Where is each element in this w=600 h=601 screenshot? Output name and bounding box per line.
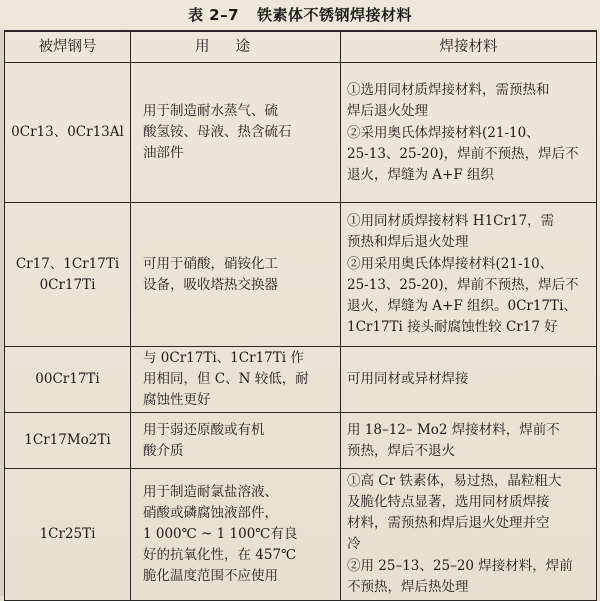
material-line: ①高 Cr 铁素体，易过热，晶粒粗大: [347, 473, 562, 489]
use-line: 油部件: [143, 145, 184, 161]
material-paragraph: [347, 556, 592, 598]
material-paragraph: [347, 254, 592, 338]
material-line: 退火，焊缝为 A+F 组织: [347, 166, 495, 183]
steel-grade-line: Cr17、1Cr17Ti: [15, 255, 120, 272]
material-line: 预热，焊后不退火: [347, 442, 455, 459]
cell-use: [131, 413, 341, 469]
material-line: ①用同材质焊接材料 H1Cr17，需: [347, 213, 555, 229]
cell-welding-material: [341, 63, 597, 203]
cell-welding-material: [341, 469, 597, 601]
table-title: 铁素体不锈钢焊接材料: [257, 6, 413, 24]
use-line: 1 000℃ ~ 1 100℃有良: [143, 526, 298, 542]
material-line: 用 18–12– Mo2 焊接材料，焊前不: [347, 421, 560, 438]
use-line: 用于制造耐氯盐溶液、: [143, 484, 278, 500]
material-line: 冷: [347, 536, 361, 552]
header-steel-grade: 被焊钢号: [5, 31, 131, 63]
table-caption: [0, 4, 600, 25]
cell-steel-grade: [5, 469, 131, 601]
material-paragraph: [347, 369, 592, 390]
cell-welding-material: [341, 413, 597, 469]
table-row: [5, 203, 597, 347]
steel-grade-line: 0Cr13、0Cr13Al: [11, 124, 124, 140]
material-paragraph: [347, 211, 592, 253]
material-line: 可用同材或异材焊接: [347, 371, 469, 387]
steel-grade-line: 1Cr17Mo2Ti: [24, 432, 111, 448]
steel-grade-line: 1Cr25Ti: [39, 526, 96, 542]
use-line: 设备，吸收塔热交换器: [143, 276, 278, 293]
material-line: 25-13、25-20)，焊前不预热，焊后不: [347, 145, 579, 162]
cell-steel-grade: [5, 63, 131, 203]
material-line: 预热和焊后退火处理: [347, 234, 469, 250]
steel-grade-line: 00Cr17Ti: [35, 371, 100, 387]
table-row: [5, 347, 597, 413]
use-line: 用于制造耐水蒸气、硫: [143, 103, 278, 119]
table-row: [5, 63, 597, 203]
material-paragraph: [347, 420, 592, 462]
material-paragraph: [347, 123, 592, 186]
material-line: 25-13、25-20)，焊前不预热，焊后不: [347, 277, 579, 293]
use-line: 硝酸或磷腐蚀液部件，: [143, 505, 278, 521]
header-welding-material: 焊接材料: [341, 31, 597, 63]
header-use: 用途: [131, 31, 341, 63]
use-line: 与 0Cr17Ti、1Cr17Ti 作: [143, 350, 304, 366]
table-header-row: [5, 31, 597, 63]
use-line: 用相同，但 C、N 较低，耐: [143, 371, 309, 387]
material-line: ②用 25–13、25–20 焊接材料，焊前: [347, 558, 573, 574]
use-line: 可用于硝酸，硝铵化工: [143, 255, 278, 272]
use-line: 好的抗氧化性，在 457℃: [143, 547, 297, 563]
cell-steel-grade: [5, 203, 131, 347]
material-line: 不预热，焊后热处理: [347, 579, 469, 595]
use-line: 酸氢铵、母液、热含硫石: [143, 124, 292, 140]
material-line: 退火，焊缝为 A+F 组织。0Cr17Ti、: [347, 298, 577, 314]
material-line: ②采用奥氏体焊接材料(21-10、: [347, 124, 540, 141]
steel-grade-line: 0Cr17Ti: [39, 276, 96, 293]
material-line: 材料，需预热和焊后退火处理并空: [347, 515, 550, 531]
material-paragraph: [347, 471, 592, 555]
cell-use: [131, 347, 341, 413]
use-line: 腐蚀性更好: [143, 392, 211, 408]
material-line: ②用采用奥氏体焊接材料(21-10、: [347, 256, 554, 272]
table-row: [5, 469, 597, 601]
cell-welding-material: [341, 203, 597, 347]
material-line: 及脆化特点显著，选用同材质焊接: [347, 494, 550, 510]
table-number: 表 2–7: [187, 6, 240, 24]
cell-steel-grade: [5, 347, 131, 413]
material-line: ①选用同材质焊接材料，需预热和: [347, 81, 550, 98]
cell-use: [131, 203, 341, 347]
use-line: 用于弱还原酸或有机: [143, 421, 265, 438]
welding-materials-table: [4, 30, 597, 601]
material-line: 1Cr17Ti 接头耐腐蚀性较 Cr17 好: [347, 319, 558, 335]
use-line: 脆化温度范围不应使用: [143, 568, 278, 584]
table-row: [5, 413, 597, 469]
use-line: 酸介质: [143, 442, 184, 459]
cell-steel-grade: [5, 413, 131, 469]
material-line: 焊后退火处理: [347, 102, 428, 119]
material-paragraph: [347, 80, 592, 122]
cell-welding-material: [341, 347, 597, 413]
cell-use: [131, 469, 341, 601]
cell-use: [131, 63, 341, 203]
